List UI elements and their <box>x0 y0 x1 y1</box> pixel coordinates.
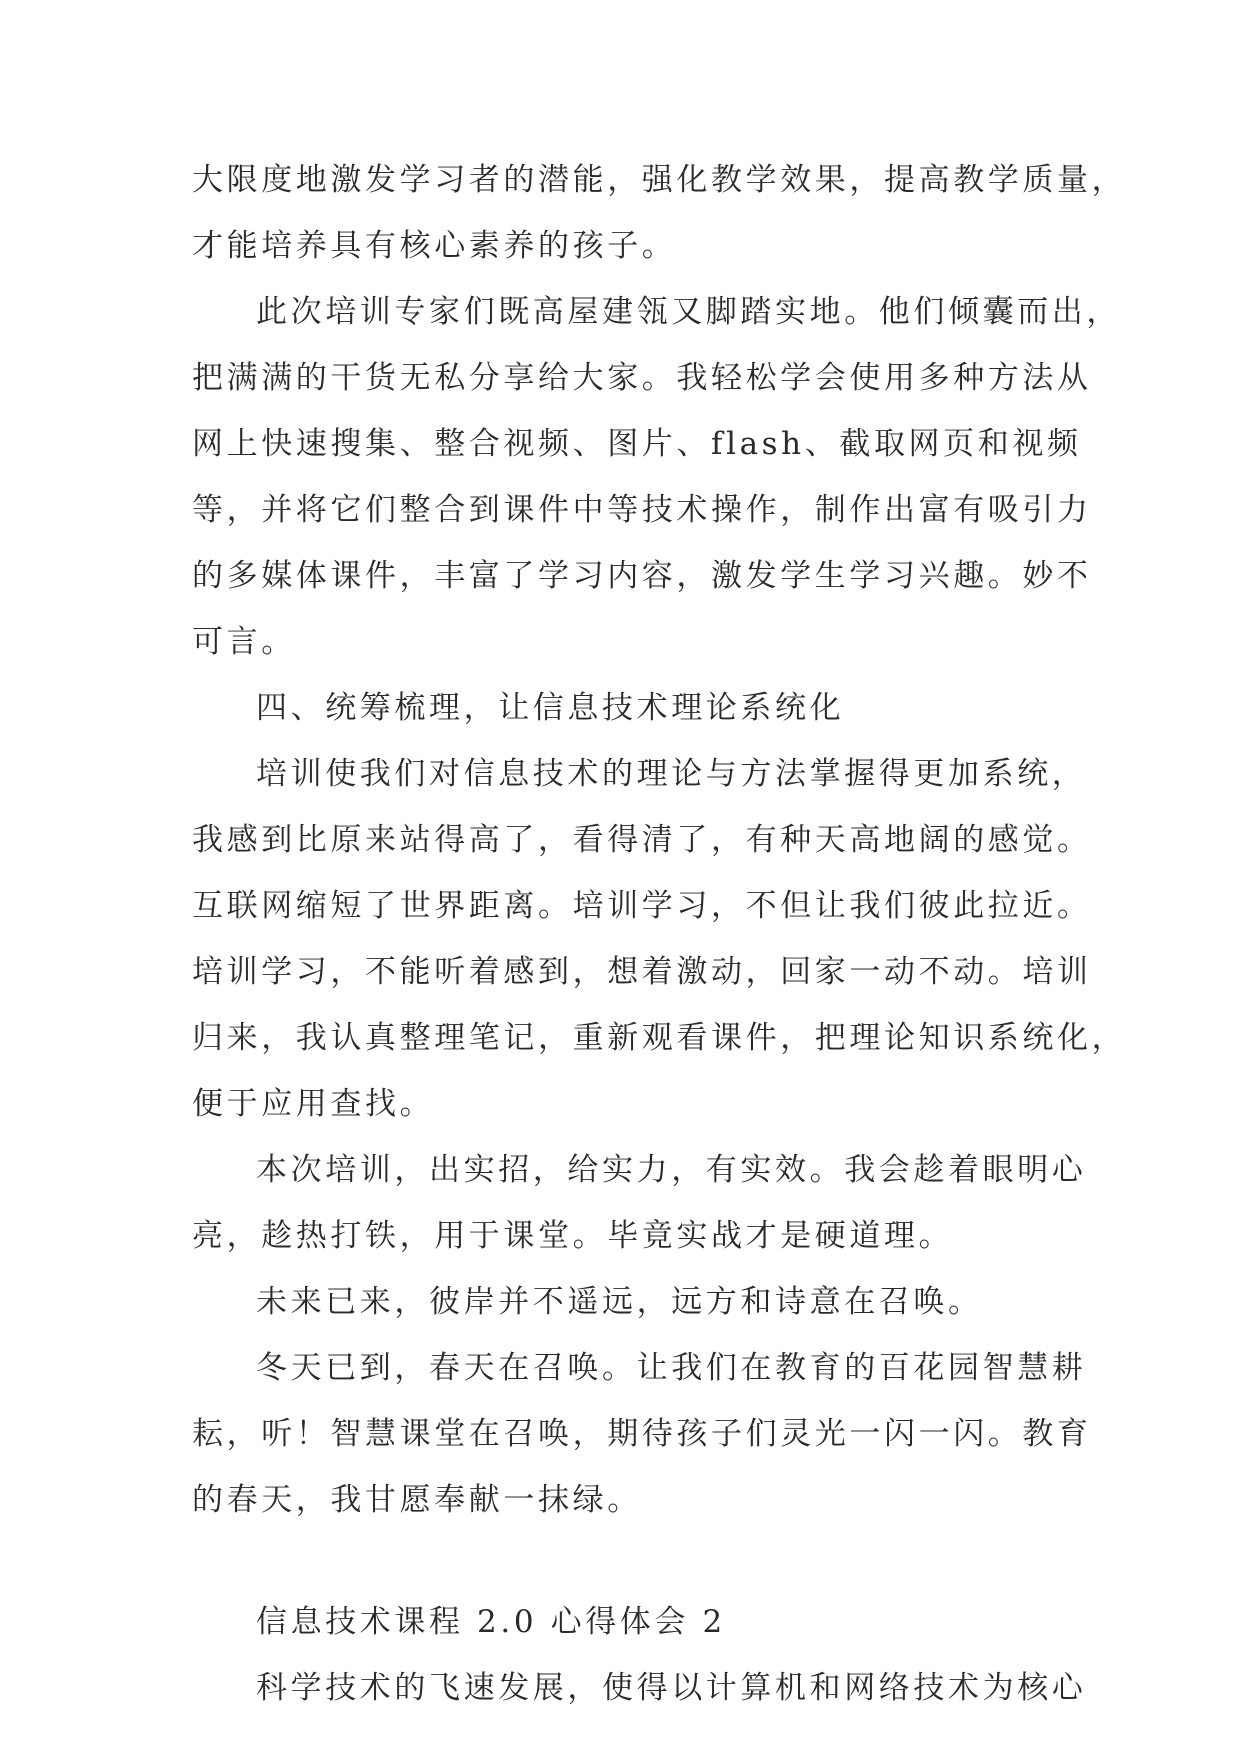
text-line-6: 等，并将它们整合到课件中等技术操作，制作出富有吸引力 <box>192 492 1092 528</box>
text-line-2: 才能培养具有核心素养的孩子。 <box>192 228 677 264</box>
paragraph-start-line-3: 此次培训专家们既高屋建瓴又脚踏实地。他们倾囊而出， <box>256 294 1121 330</box>
section-heading: 四、统筹梳理，让信息技术理论系统化 <box>256 690 845 726</box>
text-line-5: 网上快速搜集、整合视频、图片、flash、截取网页和视频 <box>192 426 1082 462</box>
paragraph-start-line-10: 培训使我们对信息技术的理论与方法掌握得更加系统， <box>256 756 1087 792</box>
text-line-14: 归来，我认真整理笔记，重新观看课件，把理论知识系统化， <box>192 1020 1127 1056</box>
text-line-8: 可言。 <box>192 624 296 660</box>
paragraph-start-line-18: 未来已来，彼岸并不遥远，远方和诗意在召唤。 <box>256 1284 983 1320</box>
text-line-21: 的春天，我甘愿奉献一抹绿。 <box>192 1482 642 1518</box>
text-line-4: 把满满的干货无私分享给大家。我轻松学会使用多种方法从 <box>192 360 1092 396</box>
text-line-11: 我感到比原来站得高了，看得清了，有种天高地阔的感觉。 <box>192 822 1092 858</box>
text-line-15: 便于应用查找。 <box>192 1086 435 1122</box>
text-line-20: 耘，听！智慧课堂在召唤，期待孩子们灵光一闪一闪。教育 <box>192 1416 1092 1452</box>
text-line-13: 培训学习，不能听着感到，想着激动，回家一动不动。培训 <box>192 954 1092 990</box>
text-line-7: 的多媒体课件，丰富了学习内容，激发学生学习兴趣。妙不 <box>192 558 1092 594</box>
text-line-1: 大限度地激发学习者的潜能，强化教学效果，提高教学质量， <box>192 162 1127 198</box>
text-line-12: 互联网缩短了世界距离。培训学习，不但让我们彼此拉近。 <box>192 888 1092 924</box>
paragraph-start-line-19: 冬天已到，春天在召唤。让我们在教育的百花园智慧耕 <box>256 1350 1087 1386</box>
paragraph-start-line-16: 本次培训，出实招，给实力，有实效。我会趁着眼明心 <box>256 1152 1087 1188</box>
text-line-17: 亮，趁热打铁，用于课堂。毕竟实战才是硬道理。 <box>192 1218 954 1254</box>
paragraph-start-line-23: 科学技术的飞速发展，使得以计算机和网络技术为核心 <box>256 1670 1087 1706</box>
article-title: 信息技术课程 2.0 心得体会 2 <box>256 1604 726 1640</box>
